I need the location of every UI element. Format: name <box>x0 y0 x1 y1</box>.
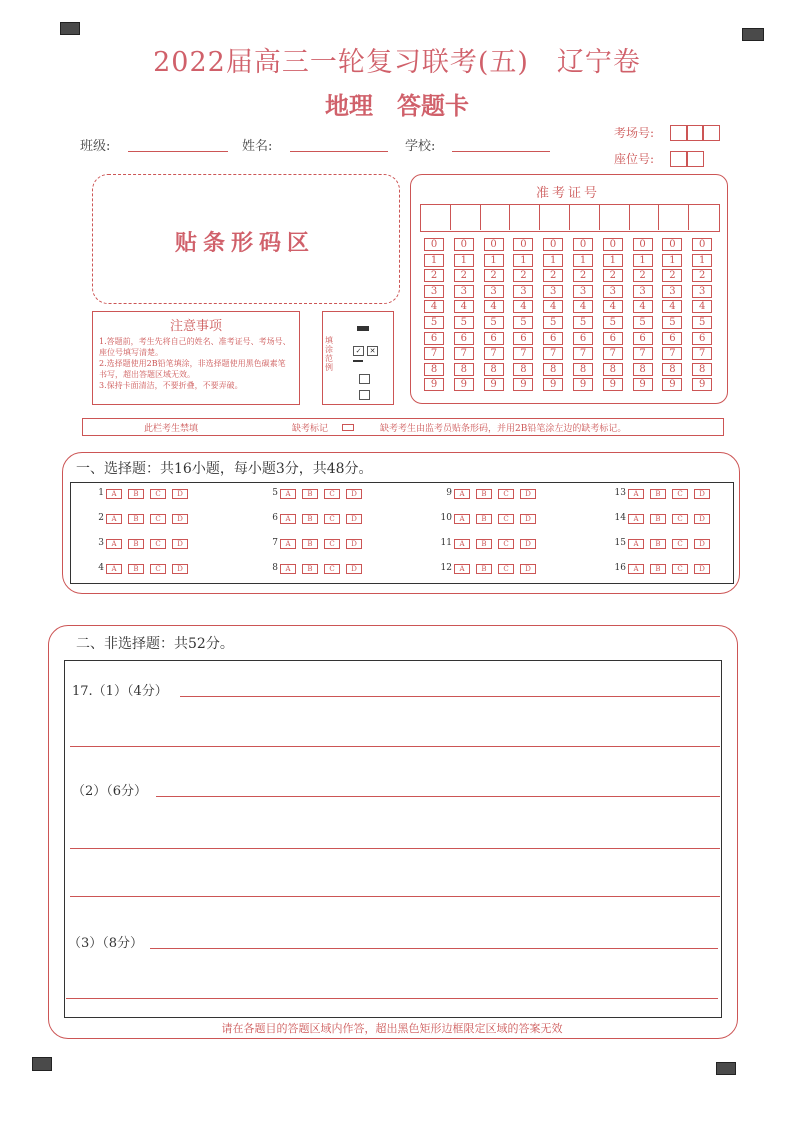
choice-option-bubble[interactable]: D <box>694 489 710 499</box>
admission-digit-bubble[interactable]: 2 <box>424 269 444 282</box>
q17-1-label: 17.（1）（4分） <box>72 684 168 699</box>
admission-digit-bubble[interactable]: 7 <box>513 347 533 360</box>
admission-digit-bubble[interactable]: 9 <box>513 378 533 391</box>
admission-digit-bubble[interactable]: 4 <box>484 300 504 313</box>
choice-option-bubble[interactable]: B <box>476 514 492 524</box>
admission-digit-bubble[interactable]: 4 <box>454 300 474 313</box>
admission-digit-bubble[interactable]: 1 <box>603 254 623 267</box>
choice-question-number: 3 <box>98 538 104 548</box>
admission-digit-bubble[interactable]: 2 <box>633 269 653 282</box>
admission-digit-bubble[interactable]: 9 <box>603 378 623 391</box>
choice-option-bubble[interactable]: C <box>498 539 514 549</box>
q17-3-line-1[interactable] <box>150 948 718 949</box>
choice-option-bubble[interactable]: D <box>172 489 188 499</box>
choice-option-bubble[interactable]: A <box>628 514 644 524</box>
choice-question-number: 12 <box>440 563 452 573</box>
choice-option-bubble[interactable]: A <box>628 564 644 574</box>
choice-question-number: 8 <box>272 563 278 573</box>
choice-option-bubble[interactable]: B <box>650 489 666 499</box>
choice-question-number: 9 <box>446 488 452 498</box>
admission-digit-bubble[interactable]: 0 <box>513 238 533 251</box>
admission-digit-bubble[interactable]: 0 <box>573 238 593 251</box>
admission-digit-bubble[interactable]: 9 <box>573 378 593 391</box>
admission-digit-bubble[interactable]: 0 <box>543 238 563 251</box>
admission-digit-bubble[interactable]: 1 <box>633 254 653 267</box>
choice-option-bubble[interactable]: A <box>106 489 122 499</box>
notice-title: 注意事项 <box>169 319 222 334</box>
admission-digit-bubble[interactable]: 2 <box>454 269 474 282</box>
admission-digit-bubble[interactable]: 1 <box>543 254 563 267</box>
q17-3-line-2[interactable] <box>66 998 718 999</box>
admission-digit-bubble[interactable]: 0 <box>662 238 682 251</box>
admission-digit-bubble[interactable]: 8 <box>573 363 593 376</box>
choice-option-bubble[interactable]: A <box>454 564 470 574</box>
choice-option-bubble[interactable]: C <box>498 514 514 524</box>
admission-digit-bubble[interactable]: 0 <box>633 238 653 251</box>
admission-digit-bubble[interactable]: 4 <box>543 300 563 313</box>
choice-question-number: 5 <box>272 488 278 498</box>
fill-sample-filled-icon <box>357 326 369 331</box>
admission-digit-bubble[interactable]: 8 <box>424 363 444 376</box>
admission-digit-bubble[interactable]: 3 <box>633 285 653 298</box>
admission-column-divider <box>629 204 630 230</box>
admission-digit-bubble[interactable]: 5 <box>513 316 533 329</box>
admission-digit-bubble[interactable]: 4 <box>513 300 533 313</box>
admission-digit-bubble[interactable]: 6 <box>424 332 444 345</box>
choice-option-bubble[interactable]: B <box>302 564 318 574</box>
admission-digit-bubble[interactable]: 2 <box>573 269 593 282</box>
notice-item-2: 2.选择题使用2B铅笔填涂，非选择题使用黑色碳素笔书写，超出答题区域无效。 <box>99 359 286 379</box>
admission-number-label: 准考证号 <box>535 186 600 201</box>
admission-column-divider <box>569 204 570 230</box>
admission-digit-bubble[interactable]: 1 <box>454 254 474 267</box>
admission-digit-bubble[interactable]: 6 <box>662 332 682 345</box>
choice-option-bubble[interactable]: C <box>672 514 688 524</box>
admission-column-divider <box>688 204 689 230</box>
section-choice-title: 一、选择题：共16小题，每小题3分，共48分。 <box>76 461 373 477</box>
page-subtitle: 地理 答题卡 <box>325 91 469 120</box>
admission-digit-bubble[interactable]: 5 <box>543 316 563 329</box>
admission-digit-bubble[interactable]: 8 <box>484 363 504 376</box>
room-label: 考场号: <box>614 126 655 140</box>
choice-option-bubble[interactable]: D <box>346 514 362 524</box>
choice-question-number: 1 <box>98 488 104 498</box>
admission-digit-bubble[interactable]: 2 <box>484 269 504 282</box>
admission-digit-bubble[interactable]: 0 <box>424 238 444 251</box>
admission-digit-bubble[interactable]: 9 <box>484 378 504 391</box>
choice-option-bubble[interactable]: B <box>476 489 492 499</box>
admission-digit-bubble[interactable]: 6 <box>692 332 712 345</box>
admission-digit-bubble[interactable]: 7 <box>484 347 504 360</box>
admission-digit-bubble[interactable]: 8 <box>603 363 623 376</box>
admission-digit-bubble[interactable]: 8 <box>692 363 712 376</box>
admission-digit-bubble[interactable]: 3 <box>692 285 712 298</box>
admission-digit-bubble[interactable]: 5 <box>573 316 593 329</box>
choice-option-bubble[interactable]: D <box>694 539 710 549</box>
admission-digit-bubble[interactable]: 8 <box>513 363 533 376</box>
choice-option-bubble[interactable]: A <box>106 514 122 524</box>
choice-option-bubble[interactable]: A <box>628 489 644 499</box>
page-title: 2022届高三一轮复习联考(五) 辽宁卷 <box>153 47 641 78</box>
section-free-response-title: 二、非选择题：共52分。 <box>76 636 234 652</box>
admission-digit-bubble[interactable]: 2 <box>692 269 712 282</box>
choice-option-bubble[interactable]: D <box>346 539 362 549</box>
choice-option-bubble[interactable]: B <box>302 489 318 499</box>
choice-option-bubble[interactable]: B <box>128 564 144 574</box>
admission-digit-bubble[interactable]: 6 <box>573 332 593 345</box>
choice-option-bubble[interactable]: C <box>324 489 340 499</box>
admission-digit-bubble[interactable]: 8 <box>662 363 682 376</box>
choice-option-bubble[interactable]: C <box>498 489 514 499</box>
q17-2-line-2[interactable] <box>70 848 720 849</box>
admission-digit-bubble[interactable]: 5 <box>633 316 653 329</box>
admission-digit-bubble[interactable]: 6 <box>513 332 533 345</box>
seat-label: 座位号: <box>614 152 655 166</box>
q17-3-label: （3）（8分） <box>68 936 144 951</box>
registration-mark-bottom-right <box>716 1062 736 1075</box>
admission-digit-bubble[interactable]: 7 <box>662 347 682 360</box>
choice-option-bubble[interactable]: A <box>628 539 644 549</box>
admission-column-divider <box>450 204 451 230</box>
admission-digit-bubble[interactable]: 8 <box>543 363 563 376</box>
choice-option-bubble[interactable]: C <box>150 514 166 524</box>
admission-digit-bubble[interactable]: 6 <box>454 332 474 345</box>
admission-column-divider <box>509 204 510 230</box>
choice-option-bubble[interactable]: D <box>694 564 710 574</box>
admission-digit-bubble[interactable]: 9 <box>543 378 563 391</box>
admission-digit-bubble[interactable]: 7 <box>603 347 623 360</box>
choice-option-bubble[interactable]: A <box>106 539 122 549</box>
admission-column-divider <box>539 204 540 230</box>
q17-2-line-3[interactable] <box>70 896 720 897</box>
admission-digit-bubble[interactable]: 3 <box>513 285 533 298</box>
notice-item-3: 3.保持卡面清洁，不要折叠，不要弄破。 <box>99 381 243 390</box>
free-response-frame <box>64 660 722 1018</box>
choice-option-bubble[interactable]: B <box>650 539 666 549</box>
choice-question-number: 13 <box>614 488 626 498</box>
admission-number-write-row[interactable] <box>420 204 720 232</box>
admission-digit-bubble[interactable]: 8 <box>454 363 474 376</box>
admission-digit-bubble[interactable]: 7 <box>633 347 653 360</box>
school-label: 学校: <box>405 139 436 154</box>
admission-digit-bubble[interactable]: 9 <box>633 378 653 391</box>
admission-digit-bubble[interactable]: 0 <box>484 238 504 251</box>
name-label: 姓名: <box>242 139 273 154</box>
choice-option-bubble[interactable]: A <box>280 564 296 574</box>
choice-option-bubble[interactable]: C <box>672 539 688 549</box>
admission-digit-bubble[interactable]: 5 <box>454 316 474 329</box>
footer-note: 请在各题目的答题区域内作答，超出黑色矩形边框限定区域的答案无效 <box>221 1022 563 1035</box>
admission-digit-bubble[interactable]: 5 <box>424 316 444 329</box>
name-field[interactable] <box>290 150 388 152</box>
choice-question-number: 11 <box>440 538 452 548</box>
admission-digit-bubble[interactable]: 7 <box>573 347 593 360</box>
admission-digit-bubble[interactable]: 2 <box>603 269 623 282</box>
choice-question-number: 7 <box>272 538 278 548</box>
admission-digit-bubble[interactable]: 4 <box>692 300 712 313</box>
choice-option-bubble[interactable]: D <box>520 489 536 499</box>
admission-digit-bubble[interactable]: 7 <box>692 347 712 360</box>
class-label: 班级: <box>80 139 111 154</box>
admission-digit-bubble[interactable]: 9 <box>662 378 682 391</box>
q17-2-line-1[interactable] <box>156 796 720 797</box>
registration-mark-bottom-left <box>32 1057 52 1071</box>
choice-option-bubble[interactable]: C <box>150 564 166 574</box>
choice-option-bubble[interactable]: C <box>324 514 340 524</box>
admission-digit-bubble[interactable]: 1 <box>692 254 712 267</box>
admission-digit-bubble[interactable]: 3 <box>603 285 623 298</box>
choice-option-bubble[interactable]: B <box>650 564 666 574</box>
admission-column-divider <box>599 204 600 230</box>
admission-digit-bubble[interactable]: 7 <box>454 347 474 360</box>
registration-mark-top-left <box>60 22 80 35</box>
choice-question-number: 4 <box>98 563 104 573</box>
fill-sample-cross-icon: ✕ <box>367 346 378 356</box>
fill-sample-box <box>322 311 394 405</box>
choice-option-bubble[interactable]: A <box>454 539 470 549</box>
choice-option-bubble[interactable]: C <box>324 564 340 574</box>
choice-option-bubble[interactable]: B <box>128 539 144 549</box>
admission-digit-bubble[interactable]: 6 <box>484 332 504 345</box>
fill-sample-dash-icon <box>353 360 363 362</box>
class-field[interactable] <box>128 150 228 152</box>
admission-digit-bubble[interactable]: 6 <box>633 332 653 345</box>
choice-option-bubble[interactable]: C <box>150 489 166 499</box>
choice-option-bubble[interactable]: C <box>498 564 514 574</box>
admission-digit-bubble[interactable]: 1 <box>662 254 682 267</box>
admission-digit-bubble[interactable]: 4 <box>662 300 682 313</box>
admission-digit-bubble[interactable]: 2 <box>543 269 563 282</box>
choice-question-number: 15 <box>614 538 626 548</box>
fill-sample-empty-icon <box>359 374 370 384</box>
room-field[interactable] <box>670 125 720 141</box>
admission-digit-bubble[interactable]: 3 <box>484 285 504 298</box>
admission-digit-bubble[interactable]: 9 <box>692 378 712 391</box>
admission-digit-bubble[interactable]: 9 <box>424 378 444 391</box>
choice-option-bubble[interactable]: D <box>520 514 536 524</box>
choice-option-bubble[interactable]: A <box>280 489 296 499</box>
admission-digit-bubble[interactable]: 0 <box>454 238 474 251</box>
admission-digit-bubble[interactable]: 2 <box>662 269 682 282</box>
choice-option-bubble[interactable]: D <box>172 564 188 574</box>
admission-digit-bubble[interactable]: 4 <box>424 300 444 313</box>
admission-digit-bubble[interactable]: 4 <box>573 300 593 313</box>
admission-digit-bubble[interactable]: 3 <box>543 285 563 298</box>
choice-option-bubble[interactable]: B <box>476 564 492 574</box>
choice-option-bubble[interactable]: A <box>454 514 470 524</box>
choice-option-bubble[interactable]: B <box>650 514 666 524</box>
admission-column-divider <box>658 204 659 230</box>
choice-option-bubble[interactable]: D <box>346 564 362 574</box>
fill-sample-dot-icon <box>359 390 370 400</box>
fill-sample-check-icon: ✓ <box>353 346 364 356</box>
fill-sample-label: 填涂范例 <box>325 336 333 372</box>
choice-option-bubble[interactable]: C <box>150 539 166 549</box>
absent-mark-label: 缺考标记 <box>292 424 329 434</box>
admission-digit-bubble[interactable]: 8 <box>633 363 653 376</box>
absent-mark-box[interactable] <box>342 424 354 431</box>
choice-option-bubble[interactable]: D <box>520 539 536 549</box>
choice-option-bubble[interactable]: D <box>520 564 536 574</box>
q17-2-label: （2）（6分） <box>72 784 148 799</box>
admission-digit-bubble[interactable]: 3 <box>662 285 682 298</box>
choice-option-bubble[interactable]: C <box>672 489 688 499</box>
choice-option-bubble[interactable]: C <box>672 564 688 574</box>
admission-digit-bubble[interactable]: 1 <box>513 254 533 267</box>
absent-note: 缺考考生由监考员贴条形码，并用2B铅笔涂左边的缺考标记。 <box>380 424 627 434</box>
notice-item-1: 1.答题前，考生先将自己的姓名、准考证号、考场号、座位号填写清楚。 <box>99 337 291 357</box>
choice-option-bubble[interactable]: C <box>324 539 340 549</box>
choice-question-number: 2 <box>98 513 104 523</box>
q17-1-line-1[interactable] <box>180 696 720 697</box>
admission-digit-bubble[interactable]: 2 <box>513 269 533 282</box>
admission-digit-bubble[interactable]: 5 <box>692 316 712 329</box>
admission-digit-bubble[interactable]: 9 <box>454 378 474 391</box>
school-field[interactable] <box>452 150 550 152</box>
admission-digit-bubble[interactable]: 3 <box>454 285 474 298</box>
barcode-area-label: 贴条形码区 <box>174 230 315 256</box>
choice-option-bubble[interactable]: B <box>476 539 492 549</box>
admission-digit-bubble[interactable]: 5 <box>484 316 504 329</box>
choice-option-bubble[interactable]: D <box>694 514 710 524</box>
choice-question-number: 10 <box>440 513 452 523</box>
choice-option-bubble[interactable]: D <box>346 489 362 499</box>
choice-option-bubble[interactable]: B <box>128 514 144 524</box>
admission-digit-bubble[interactable]: 1 <box>573 254 593 267</box>
admission-digit-bubble[interactable]: 5 <box>662 316 682 329</box>
choice-option-bubble[interactable]: A <box>280 514 296 524</box>
admission-column-divider <box>480 204 481 230</box>
admission-digit-bubble[interactable]: 6 <box>543 332 563 345</box>
q17-1-line-2[interactable] <box>70 746 720 747</box>
admission-digit-bubble[interactable]: 3 <box>573 285 593 298</box>
choice-option-bubble[interactable]: A <box>106 564 122 574</box>
admission-digit-bubble[interactable]: 4 <box>633 300 653 313</box>
choice-question-number: 6 <box>272 513 278 523</box>
admission-digit-bubble[interactable]: 0 <box>692 238 712 251</box>
admission-digit-bubble[interactable]: 1 <box>424 254 444 267</box>
admission-digit-bubble[interactable]: 7 <box>543 347 563 360</box>
admission-digit-bubble[interactable]: 1 <box>484 254 504 267</box>
choice-option-bubble[interactable]: B <box>128 489 144 499</box>
choice-option-bubble[interactable]: D <box>172 539 188 549</box>
admission-digit-bubble[interactable]: 6 <box>603 332 623 345</box>
choice-question-number: 14 <box>614 513 626 523</box>
absent-left-label: 此栏考生禁填 <box>144 424 199 434</box>
admission-digit-bubble[interactable]: 4 <box>603 300 623 313</box>
admission-digit-bubble[interactable]: 0 <box>603 238 623 251</box>
notice-box <box>92 311 300 405</box>
choice-question-number: 16 <box>614 563 626 573</box>
admission-digit-bubble[interactable]: 7 <box>424 347 444 360</box>
seat-field[interactable] <box>670 151 706 167</box>
choice-option-bubble[interactable]: D <box>172 514 188 524</box>
choice-option-bubble[interactable]: B <box>302 539 318 549</box>
choice-option-bubble[interactable]: A <box>280 539 296 549</box>
admission-digit-bubble[interactable]: 5 <box>603 316 623 329</box>
admission-digit-bubble[interactable]: 3 <box>424 285 444 298</box>
choice-option-bubble[interactable]: A <box>454 489 470 499</box>
choice-option-bubble[interactable]: B <box>302 514 318 524</box>
